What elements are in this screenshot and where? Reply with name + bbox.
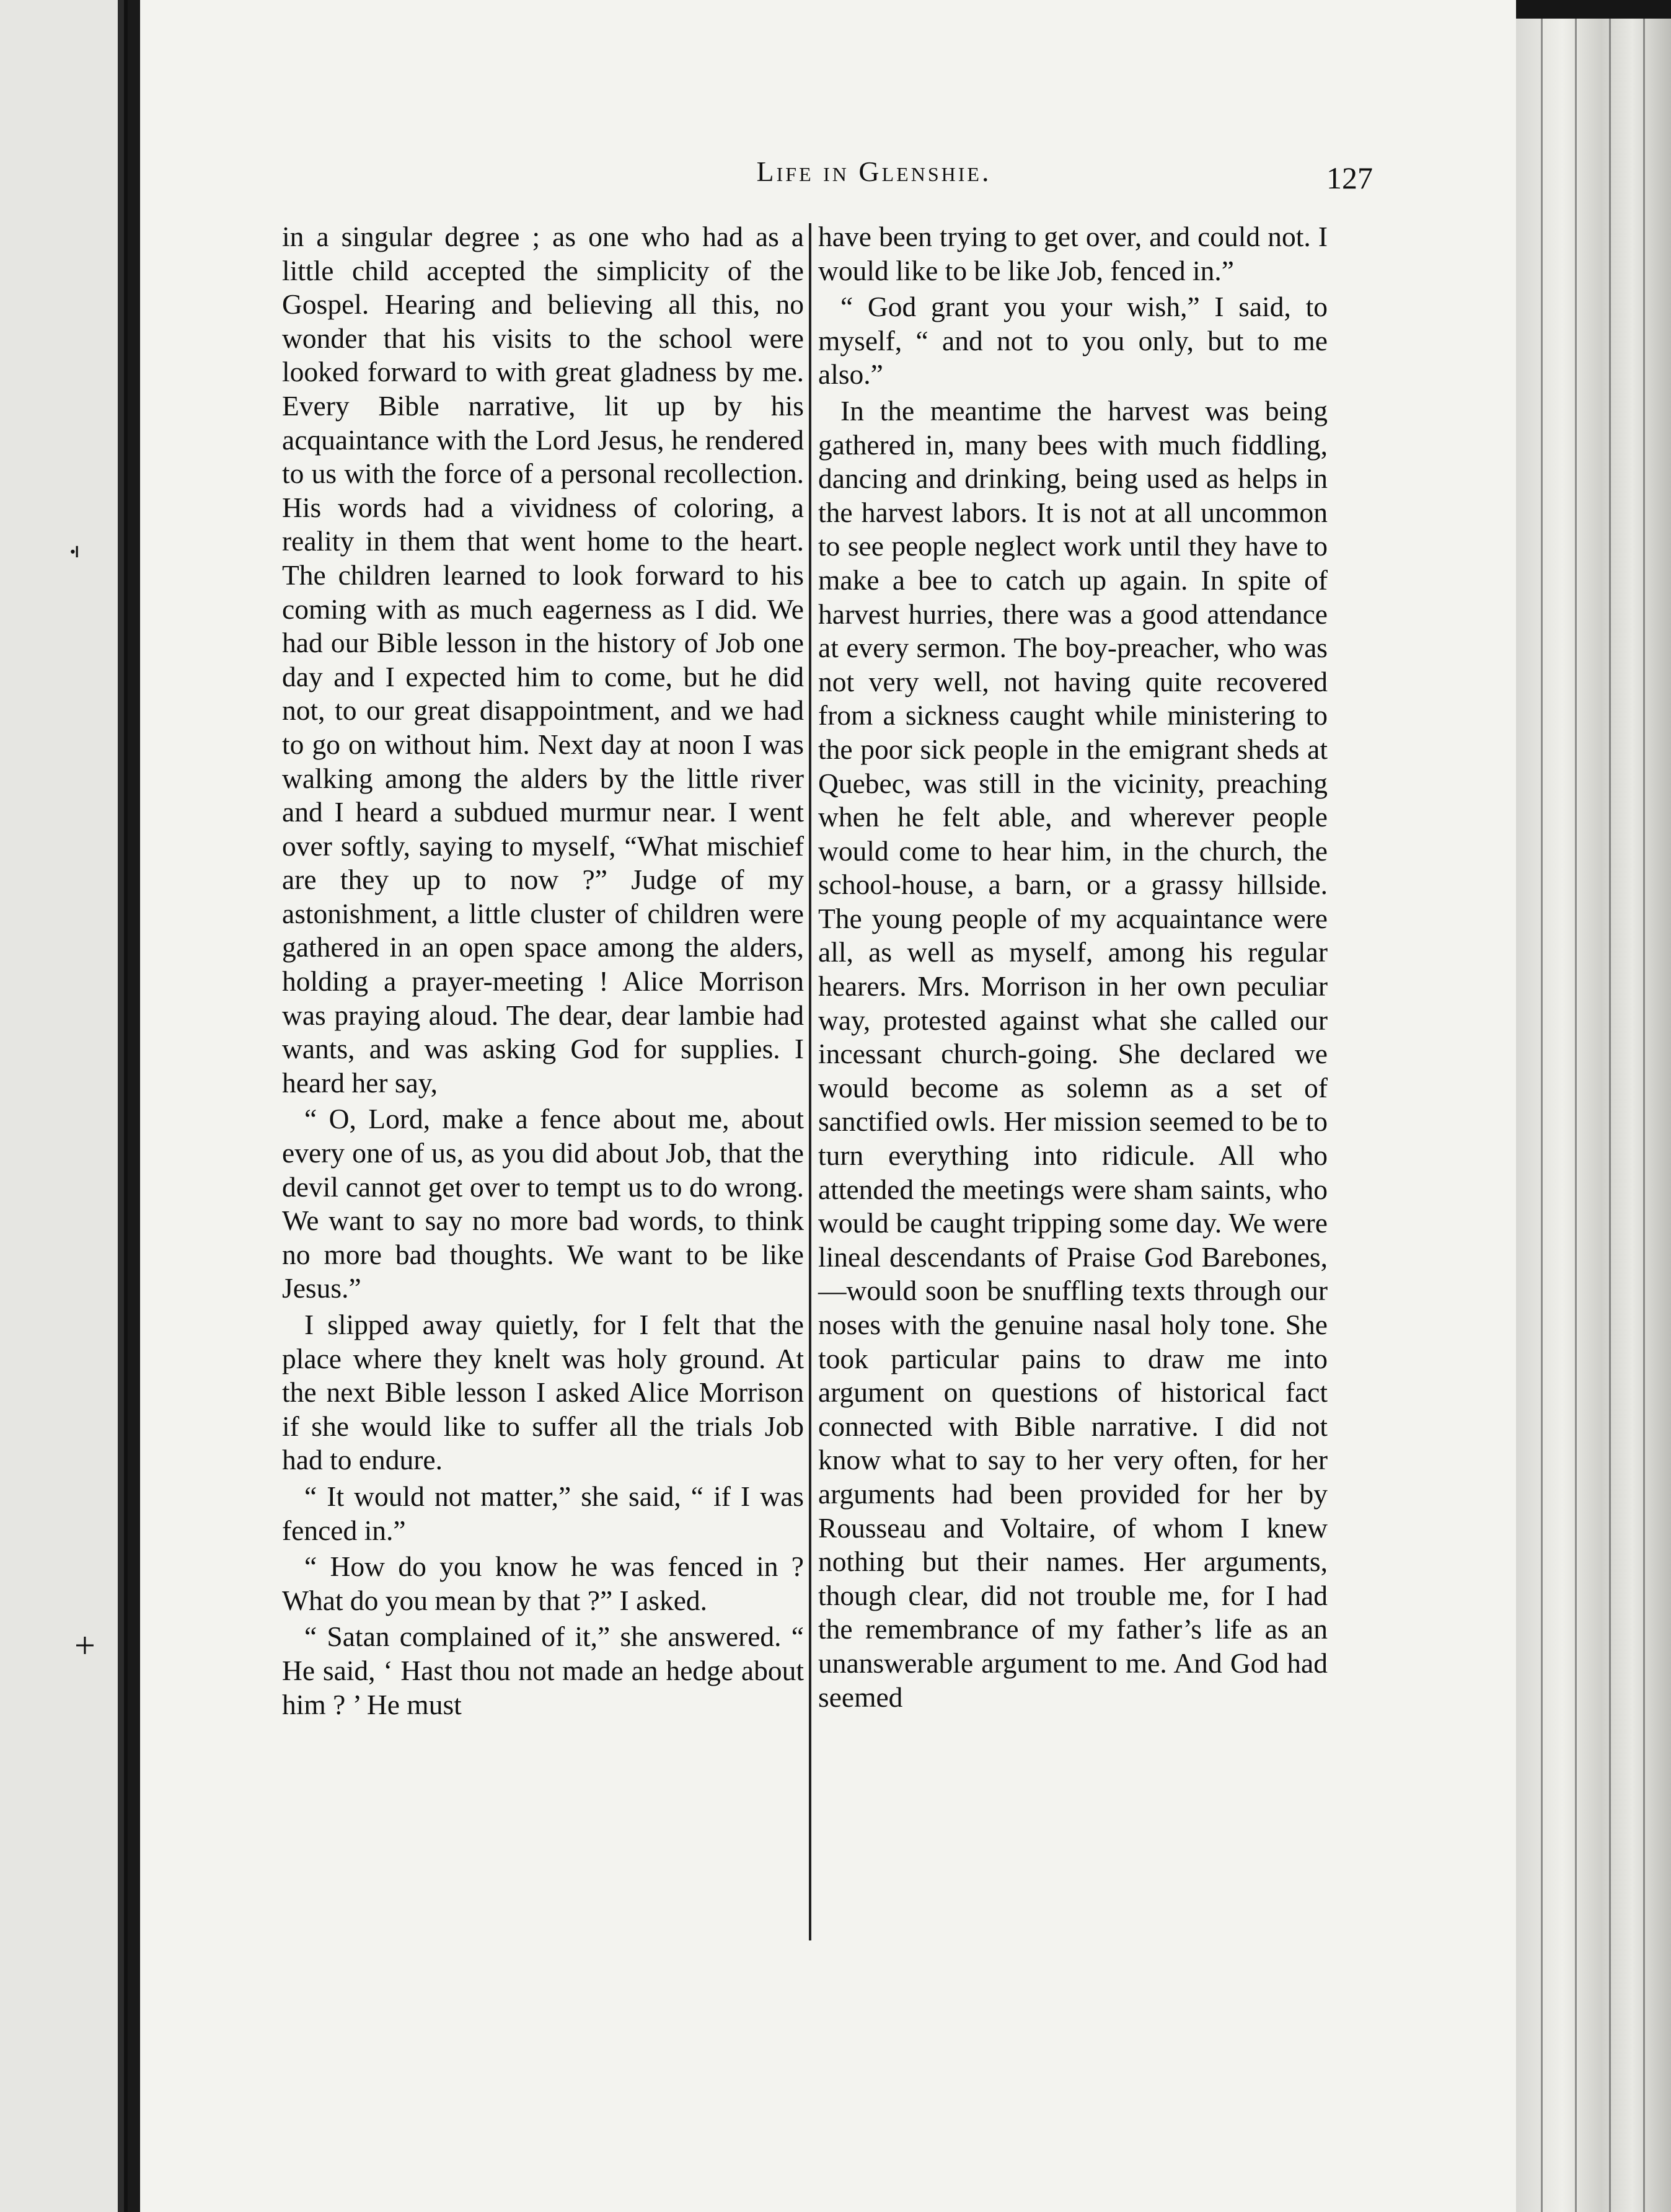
facing-page-edge <box>0 0 128 2212</box>
running-head: Life in Glenshie. <box>756 156 992 187</box>
paragraph: “ How do you know he was fenced in ? What do you mean by that ?” I asked. <box>282 1551 804 1616</box>
paragraph: “ It would not matter,” she said, “ if I was fenced in.” <box>282 1480 804 1546</box>
gutter-fold <box>118 0 124 2212</box>
paragraph: “ O, Lord, make a fence about me, about every one of us, as you did about Job, that the devil cannot get over to tempt us to do wrong. We want to say no more bad words, to think no more bad thoughts. We want to be like Jesus.” <box>282 1103 804 1304</box>
paragraph: I slipped away quietly, for I felt that the place where they knelt was holy ground. At the next Bible lesson I asked Alice Morrison if she would like to suffer all the trials Job had to endure. <box>282 1309 804 1476</box>
paragraph: “ God grant you your wish,” I said, to myself, “ and not to you only, but to me also.” <box>818 291 1328 391</box>
paragraph: In the meantime the harvest was being gathered in, many bees with much fiddling, dancing and drinking, being used as helps in the harvest labors. It is not at all uncommon to see people neglect work until they have to make a bee to catch up again. In spite of harvest hurries, there was a good attendance at every sermon. The boy-preacher, who was not very well, not having quite recovered from a sickness caught while ministering to the poor sick people in the emigrant sheds at Quebec, was still in the vicinity, preaching when he felt able, and wherever people would come to hear him, in the church, the school-house, a barn, or a grassy hillside. The young people of my acquaintance were all, as well as myself, among his regular hearers. Mrs. Morrison in her own peculiar way, protested against what she called our incessant church-going. She declared we would become as solemn as a set of sanctified owls. Her mission seemed to be to turn everything into ridicule. All who attended the meetings were sham saints, who would be caught tripping some day. We were lineal descendants of Praise God Barebones,—would soon be snuffling texts through our noses with the genuine nasal holy tone. She took particular pains to draw me into argument on questions of historical fact connected with Bible narrative. I did not know what to say to her very often, for her arguments had been provided for her by Rousseau and Voltaire, of whom I knew nothing but their names. Her arguments, though clear, did not trouble me, for I had the remembrance of my father’s life as an unanswerable argument to me. And God had seemed <box>818 394 1328 1713</box>
left-text-column <box>282 220 804 2006</box>
page-number: 127 <box>1326 161 1373 195</box>
paragraph: “ Satan complained of it,” she answered. “ He said, ‘ Hast thou not made an hedge about him ? ’ He must <box>282 1621 804 1720</box>
column-rule <box>809 223 811 1940</box>
margin-mark: + <box>74 1625 95 1666</box>
paragraph: in a singular degree ; as one who had as a little child accepted the simplicity of the Gospel. Hearing and believing all this, no wonder that his visits to the school were looked forward to with great gladness by me. Every Bible narrative, lit up by his acquaintance with the Lord Jesus, he rendered to us with the force of a personal recollection. His words had a vividness of coloring, a reality in them that went home to the heart. The children learned to look forward to his coming with as much eagerness as I did. We had our Bible lesson in the history of Job one day and I expected him to come, but he did not, to our great disappointment, and we had to go on without him. Next day at noon I was walking among the alders by the little river and I heard a subdued murmur near. I went over softly, saying to myself, “What mischief are they up to now ?” Judge of my astonishment, a little cluster of children were gathered in an open space among the alders, holding a prayer-meeting ! Alice Morrison was praying aloud. The dear, dear lambie had wants, and was asking God for supplies. I heard her say, <box>282 221 804 1099</box>
paragraph: have been trying to get over, and could not. I would like to be like Job, fenced in.” <box>818 221 1328 286</box>
right-text-column <box>818 220 1328 2006</box>
page-stack-edge <box>1516 19 1671 2212</box>
